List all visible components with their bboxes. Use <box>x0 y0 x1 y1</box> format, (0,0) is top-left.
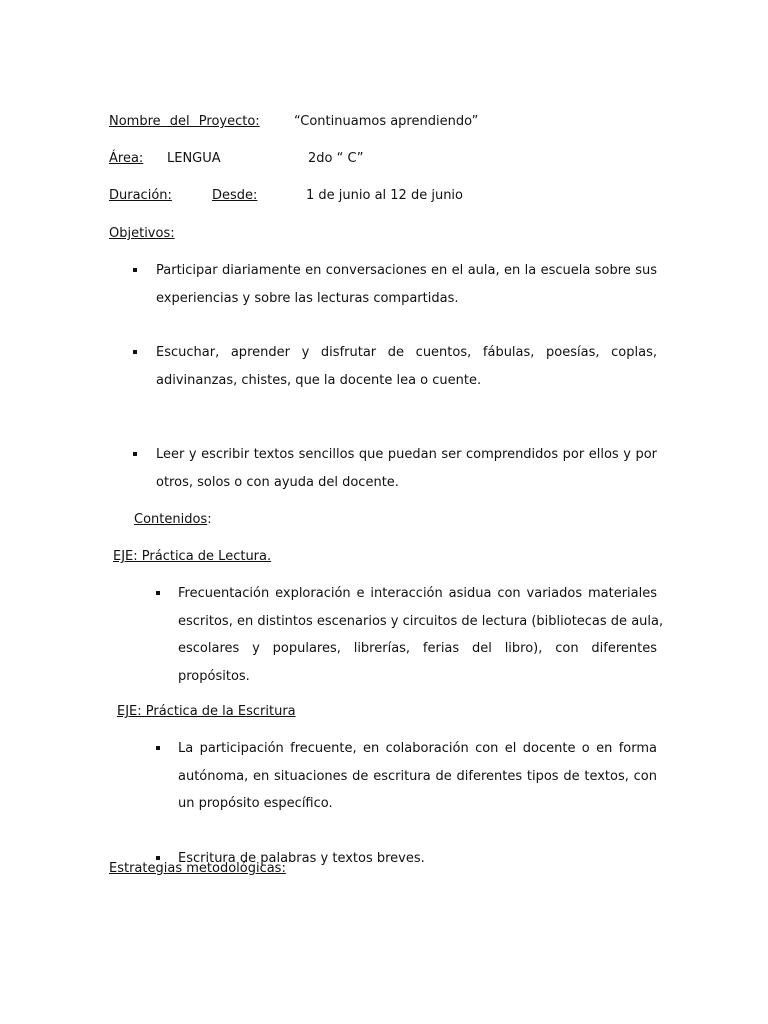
objective-item <box>156 257 657 312</box>
contents-heading <box>134 511 212 529</box>
reading-line: escolares y populares, librerías, ferias del libro), con diferentes <box>178 641 657 656</box>
area-value: LENGUA <box>167 151 221 166</box>
writing-line: La participación frecuente, en colaboración con el docente o en forma <box>178 741 657 756</box>
duration-label: Duración: <box>109 188 172 203</box>
area-label: Área: <box>109 151 144 166</box>
bullet-icon <box>156 591 160 595</box>
objective-line: otros, solos o con ayuda del docente. <box>156 474 399 490</box>
reading-line: escritos, en distintos escenarios y circuitos de lectura (bibliotecas de aula, <box>178 613 664 629</box>
writing-line: un propósito específico. <box>178 796 333 811</box>
bullet-icon <box>156 746 160 750</box>
reading-line: propósitos. <box>178 668 250 684</box>
objective-line: adivinanzas, chistes, que la docente lea o cuente. <box>156 372 482 388</box>
bullet-icon <box>133 350 137 354</box>
objective-line: Escuchar, aprender y disfrutar de cuentos, fábulas, poesías, coplas, <box>156 345 657 360</box>
project-label: Nombre del Proyecto: <box>109 114 260 129</box>
objectives-title: Objetivos: <box>109 226 175 241</box>
objective-line: experiencias y sobre las lecturas compartidas. <box>156 290 459 306</box>
contents-title-colon: : <box>207 512 212 527</box>
reading-line: Frecuentación exploración e interacción asidua con variados materiales <box>178 586 657 601</box>
objective-line: Leer y escribir textos sencillos que puedan ser comprendidos por ellos y por <box>156 447 657 462</box>
bullet-icon <box>133 268 137 272</box>
objective-line: Participar diariamente en conversaciones en el aula, en la escuela sobre sus <box>156 263 657 278</box>
project-value: “Continuamos aprendiendo” <box>294 114 479 129</box>
writing-line: autónoma, en situaciones de escritura de diferentes tipos de textos, con <box>178 768 657 784</box>
axis-reading-title: EJE: Práctica de Lectura. <box>113 549 272 564</box>
reading-item <box>178 580 664 690</box>
writing-item <box>178 735 657 818</box>
objective-item <box>156 339 657 394</box>
bullet-icon <box>133 452 137 456</box>
duration-value: 1 de junio al 12 de junio <box>306 188 463 203</box>
grade-value: 2do “ C” <box>308 151 364 166</box>
writing-line: Escritura de palabras y textos breves. <box>178 851 425 866</box>
from-label: Desde: <box>212 188 258 203</box>
axis-writing-title: EJE: Práctica de la Escritura <box>117 704 296 719</box>
contents-title: Contenidos <box>134 512 208 527</box>
strategies-title: Estrategias metodológicas: <box>109 861 286 876</box>
objective-item <box>156 441 657 496</box>
